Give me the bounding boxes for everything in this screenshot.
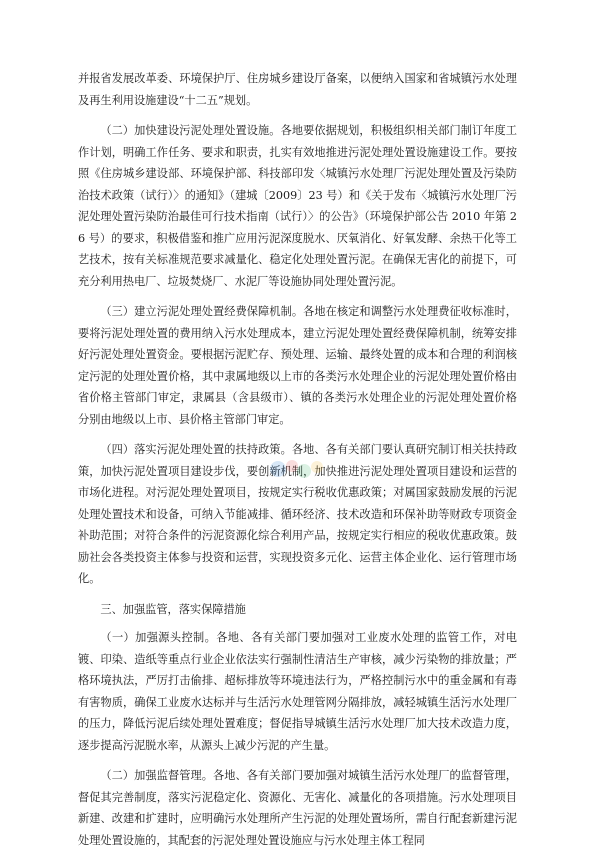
- paragraph-funding-mechanism: （三）建立污泥处理处置经费保障机制。各地在核定和调整污水处理费征收标准时，要将污泥处理处置的费用纳入污水处理成本，建立污泥处理处置经费保障机制，统筹安排好污泥处理处置资金。要根据污泥贮存、预处理、运输、最终处置的成本和合理的利润核定污泥的处理处置价格，其中隶属地级以上市的各类污水处理企业的污泥处理处置价格由省价格主管部门审定，隶属县（含县级市）、镇的各类污水处理企业的污泥处理处置价格分别由地级以上市、县价格主管部门审定。: [78, 305, 517, 426]
- paragraph-continuation: 并报省发展改革委、环境保护厅、住房城乡建设厅备案，以便纳入国家和省城镇污水处理及再生利用设施建设“十二五”规划。: [78, 72, 517, 107]
- paragraph-supervision-management: （二）加强监督管理。各地、各有关部门要加强对城镇生活污水处理厂的监督管理，督促其完善制度，落实污泥稳定化、资源化、无害化、减量化的各项措施。污水处理项目新建、改建和扩建时，应明确污水处理所产生污泥的处理处置场所，需自行配套新建污泥处理处置设施的，其配套的污泥处理处置设施应与污水处理主体工程同: [78, 769, 517, 847]
- paragraph-source-control: （一）加强源头控制。各地、各有关部门要加强对工业废水处理的监管工作，对电镀、印染、造纸等重点行业企业依法实行强制性清洁生产审核，减少污染物的排放量；严格环境执法，严厉打击偷排、超标排放等环境违法行为，严格控制污水中的重金属和有毒有害物质，确保工业废水达标并与生活污水处理管网分隔排放，减轻城镇生活污水处理厂的压力，降低污泥后续处理处置难度；督促指导城镇生活污水处理厂加大技术改造力度，逐步提高污泥脱水率，从源头上减少污泥的产生量。: [78, 631, 517, 752]
- section-heading-supervision: 三、加强监管，落实保障措施: [100, 602, 246, 616]
- paragraph-support-policy: （四）落实污泥处理处置的扶持政策。各地、各有关部门要认真研究制订相关扶持政策，加快污泥处置项目建设步伐，要创新机制，加快推进污泥处理处置项目建设和运营的市场化进程。对污泥处理处置项目，按规定实行税收优惠政策；对属国家鼓励发展的污泥处理处置技术和设备，可纳入节能减排、循环经济、技术改造和环保补助等财政专项资金补助范围；对符合条件的污泥资源化综合利用产品，按规定实行相应的税收优惠政策。鼓励社会各类投资主体参与投资和运营，实现投资多元化、运营主体企业化、运行管理市场化。: [78, 443, 517, 585]
- paragraph-sludge-facilities: （二）加快建设污泥处理处置设施。各地要依据规划，积极组织相关部门制订年度工作计划，明确工作任务、要求和职责，扎实有效地推进污泥处理处置设施建设工作。要按照《住房城乡建设部、环境保护部、科技部印发〈城镇污水处理厂污泥处理处置及污染防治技术政策（试行）〉的通知》（建城〔2009〕23 号）和《关于发布〈城镇污水处理厂污泥处理处置污染防治最佳可行技术指南（试行）〉的公告》（环境保护部公告 2010 年第 26 号）的要求，积极借鉴和推广应用污泥深度脱水、厌氧消化、好氧发酵、余热干化等工艺技术，按有关标准规范要求减量化、稳定化处理处置污泥。在确保无害化的前提下，可充分利用热电厂、垃圾焚烧厂、水泥厂等设施协同处理处置污泥。: [78, 124, 517, 288]
